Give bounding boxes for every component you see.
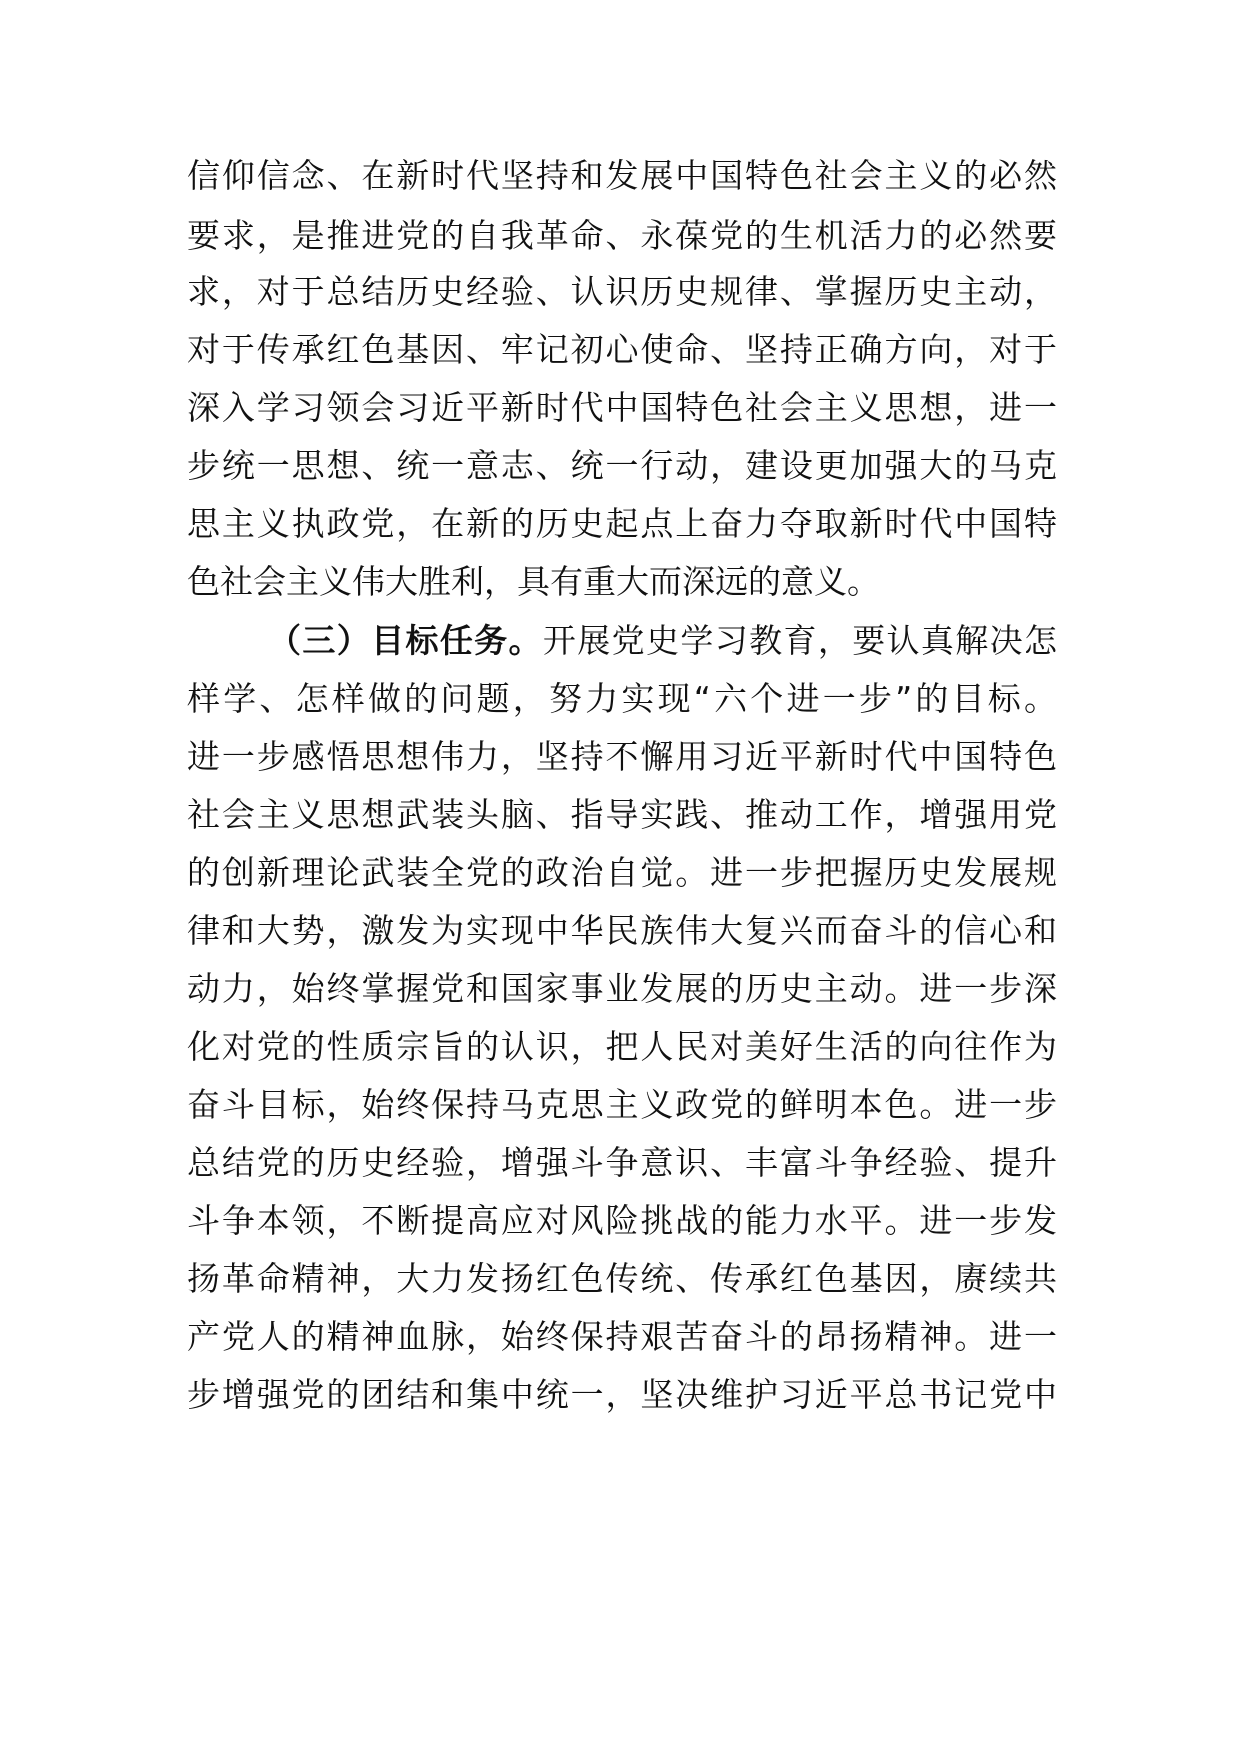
section-first-line-text: 开展党史学习教育，要认真解决怎 <box>542 621 1058 660</box>
paragraph-line: 产党人的精神血脉，始终保持艰苦奋斗的昂扬精神。进一 <box>187 1317 1057 1356</box>
paragraph-line: 要求，是推进党的自我革命、永葆党的生机活力的必然要 <box>187 216 1057 255</box>
paragraph-line: 样学、怎样做的问题，努力实现“六个进一步”的目标。 <box>187 679 1057 718</box>
paragraph-line: 动力，始终掌握党和国家事业发展的历史主动。进一步深 <box>187 969 1057 1008</box>
paragraph-line: 律和大势，激发为实现中华民族伟大复兴而奋斗的信心和 <box>187 911 1057 950</box>
paragraph-line: 求，对于总结历史经验、认识历史规律、掌握历史主动， <box>187 272 1057 311</box>
paragraph-line: 斗争本领，不断提高应对风险挑战的能力水平。进一步发 <box>187 1201 1057 1240</box>
paragraph-line: 进一步感悟思想伟力，坚持不懈用习近平新时代中国特色 <box>187 737 1057 776</box>
section-heading: （三）目标任务。 <box>268 621 543 660</box>
paragraph-line: 深入学习领会习近平新时代中国特色社会主义思想，进一 <box>187 388 1057 427</box>
paragraph-line: 思主义执政党，在新的历史起点上奋力夺取新时代中国特 <box>187 504 1057 543</box>
paragraph-line: 奋斗目标，始终保持马克思主义政党的鲜明本色。进一步 <box>187 1085 1057 1124</box>
section-heading-line <box>268 613 1057 669</box>
paragraph-line: 步增强党的团结和集中统一，坚决维护习近平总书记党中 <box>187 1375 1057 1414</box>
paragraph-line: 扬革命精神，大力发扬红色传统、传承红色基因，赓续共 <box>187 1259 1057 1298</box>
paragraph-line: 对于传承红色基因、牢记初心使命、坚持正确方向，对于 <box>187 330 1057 369</box>
paragraph-line: 总结党的历史经验，增强斗争意识、丰富斗争经验、提升 <box>187 1143 1057 1182</box>
paragraph-line: 化对党的性质宗旨的认识，把人民对美好生活的向往作为 <box>187 1027 1057 1066</box>
paragraph-line: 步统一思想、统一意志、统一行动，建设更加强大的马克 <box>187 446 1057 485</box>
paragraph-line: 社会主义思想武装头脑、指导实践、推动工作，增强用党 <box>187 795 1057 834</box>
paragraph-line: 信仰信念、在新时代坚持和发展中国特色社会主义的必然 <box>187 156 1057 195</box>
paragraph-line: 色社会主义伟大胜利，具有重大而深远的意义。 <box>187 562 880 601</box>
paragraph-line: 的创新理论武装全党的政治自觉。进一步把握历史发展规 <box>187 853 1057 892</box>
